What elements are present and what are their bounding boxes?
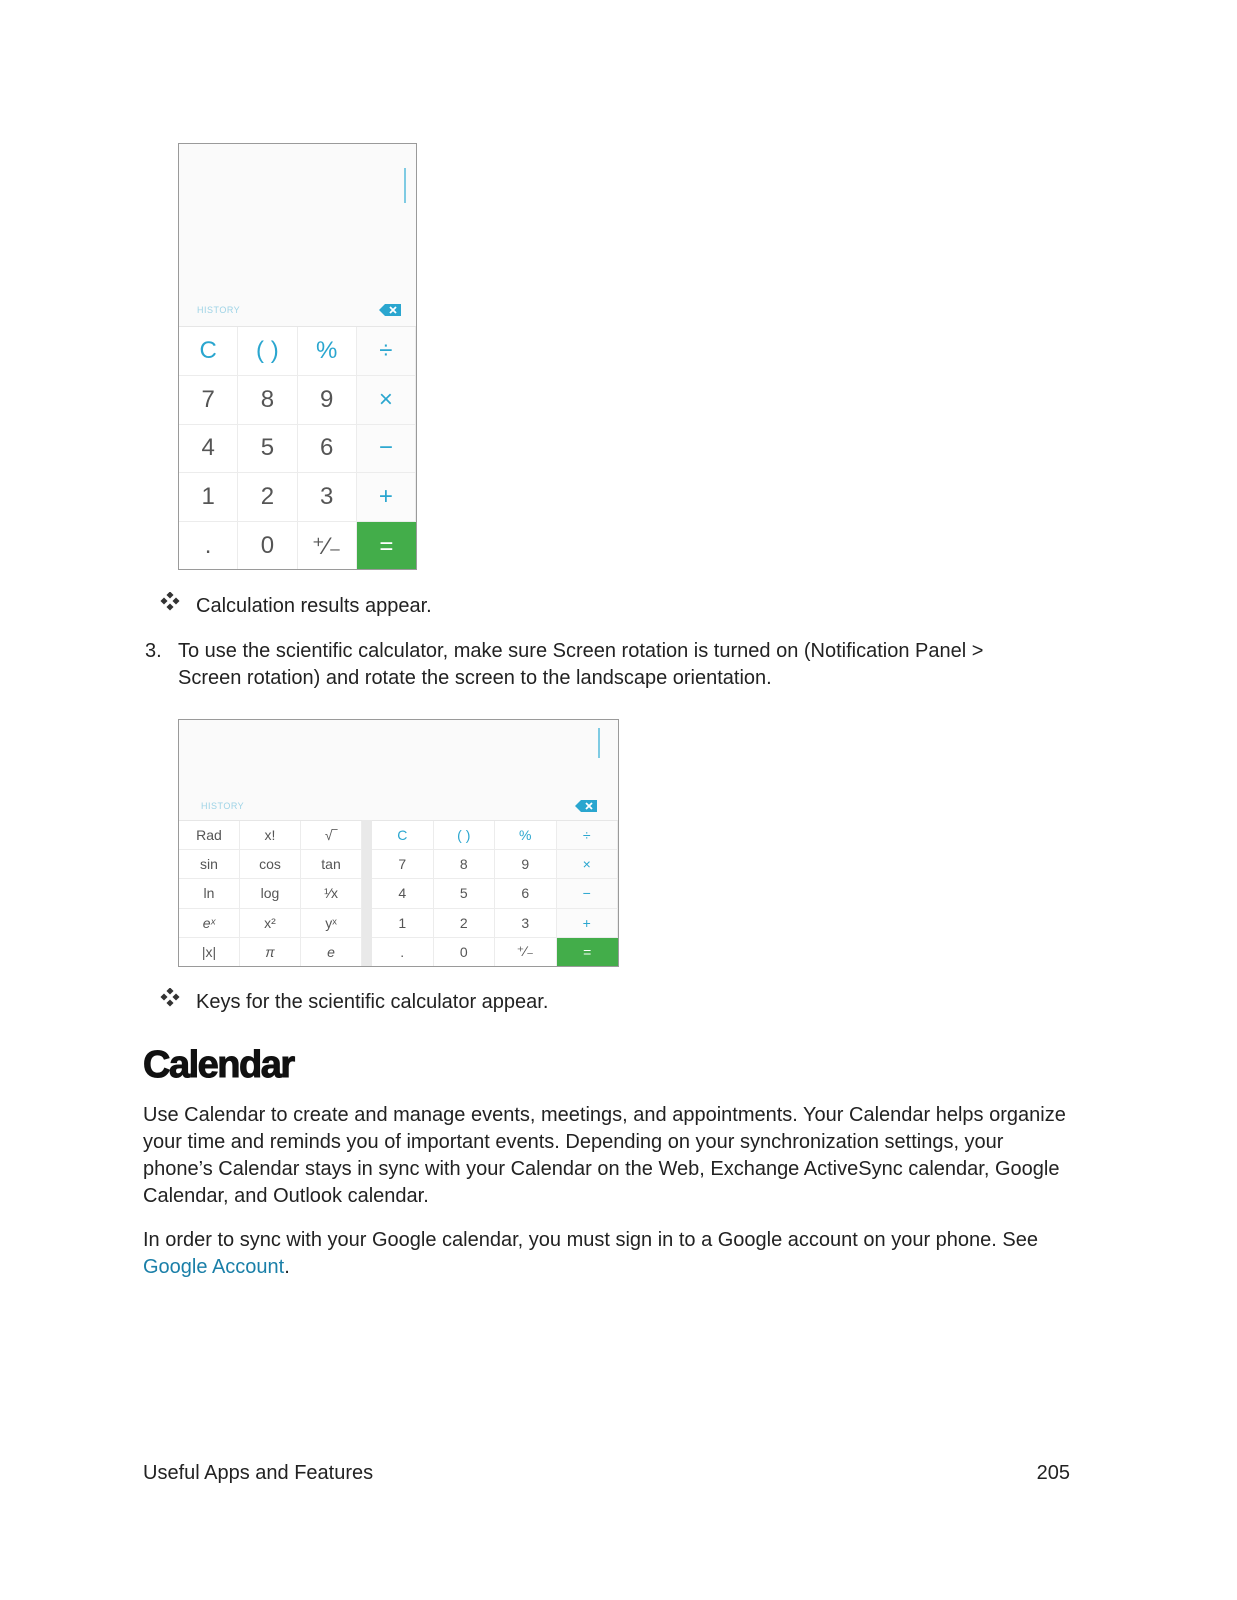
percent-key: % <box>298 327 357 376</box>
equals-key: = <box>557 938 619 967</box>
google-account-link[interactable]: Google Account <box>143 1256 285 1278</box>
digit-9-key: 9 <box>298 376 357 425</box>
e-key: e <box>301 938 362 967</box>
sqrt-key: √‾ <box>301 821 362 850</box>
digit-1-key: 1 <box>179 473 238 522</box>
log-key: log <box>240 879 301 908</box>
digit-5-key: 5 <box>238 425 297 474</box>
cos-key: cos <box>240 850 301 879</box>
numeric-keypad <box>372 820 618 967</box>
digit-7-key: 7 <box>179 376 238 425</box>
calendar-intro-paragraph: Use Calendar to create and manage events, meetings, and appointments. Your Calendar helps organize your time and reminds you of important events. Depending on your synchronization settings, your phone’s Calendar stays in sync with your Calendar on the Web, Exchange ActiveSync calendar, Google Calendar, and Outlook calendar. <box>143 1104 1066 1207</box>
ln-key: ln <box>179 879 240 908</box>
step-3-text: To use the scientific calculator, make sure Screen rotation is turned on (Notification Panel > Screen rotation) and rotate the screen to the landscape orientation. <box>178 640 984 689</box>
digit-4-key: 4 <box>179 425 238 474</box>
footer-chapter: Useful Apps and Features <box>143 1462 374 1484</box>
digit-2-key: 2 <box>434 909 496 938</box>
clear-key: C <box>179 327 238 376</box>
digit-1-key: 1 <box>372 909 434 938</box>
square-key: x² <box>240 909 301 938</box>
digit-6-key: 6 <box>298 425 357 474</box>
minus-key: − <box>557 879 619 908</box>
clear-key: C <box>372 821 434 850</box>
parentheses-key: ( ) <box>434 821 496 850</box>
digit-4-key: 4 <box>372 879 434 908</box>
plus-key: + <box>357 473 416 522</box>
backspace-icon <box>379 304 401 316</box>
bullet-text-scientific: Keys for the scientific calculator appear. <box>196 991 549 1013</box>
history-label: HISTORY <box>197 305 241 315</box>
digit-8-key: 8 <box>238 376 297 425</box>
landscape-calculator-screenshot <box>178 719 619 967</box>
sync-text: In order to sync with your Google calendar, you must sign in to a Google account on your phone. See <box>143 1229 1038 1251</box>
factorial-key: x! <box>240 821 301 850</box>
plus-minus-key: ⁺∕₋ <box>495 938 557 967</box>
digit-2-key: 2 <box>238 473 297 522</box>
scientific-keypad <box>179 820 362 967</box>
history-label: HISTORY <box>201 801 245 811</box>
decimal-key: . <box>179 522 238 570</box>
backspace-icon <box>575 800 597 812</box>
digit-8-key: 8 <box>434 850 496 879</box>
bullet-text-results: Calculation results appear. <box>196 595 432 617</box>
multiply-key: × <box>557 850 619 879</box>
divide-key: ÷ <box>357 327 416 376</box>
digit-7-key: 7 <box>372 850 434 879</box>
exp-key: eˣ <box>179 909 240 938</box>
diamond-bullet-icon <box>160 988 180 1008</box>
minus-key: − <box>357 425 416 474</box>
keypad-divider <box>362 820 372 966</box>
digit-6-key: 6 <box>495 879 557 908</box>
tan-key: tan <box>301 850 362 879</box>
abs-key: |x| <box>179 938 240 967</box>
plus-key: + <box>557 909 619 938</box>
portrait-keypad <box>179 326 416 570</box>
plus-minus-key: ⁺∕₋ <box>298 522 357 570</box>
calculator-display <box>179 144 416 326</box>
equals-key: = <box>357 522 416 570</box>
digit-3-key: 3 <box>298 473 357 522</box>
text-cursor <box>404 168 406 203</box>
digit-9-key: 9 <box>495 850 557 879</box>
section-heading: Calendar <box>143 1044 294 1086</box>
parentheses-key: ( ) <box>238 327 297 376</box>
digit-0-key: 0 <box>238 522 297 570</box>
rad-key: Rad <box>179 821 240 850</box>
sin-key: sin <box>179 850 240 879</box>
page-number: 205 <box>1036 1462 1070 1484</box>
portrait-calculator-screenshot <box>178 143 417 570</box>
reciprocal-key: ¹∕x <box>301 879 362 908</box>
divide-key: ÷ <box>557 821 619 850</box>
diamond-bullet-icon <box>160 592 180 612</box>
decimal-key: . <box>372 938 434 967</box>
power-key: yˣ <box>301 909 362 938</box>
pi-key: π <box>240 938 301 967</box>
sync-text-end: . <box>284 1256 290 1278</box>
percent-key: % <box>495 821 557 850</box>
step-number: 3. <box>145 640 162 662</box>
multiply-key: × <box>357 376 416 425</box>
digit-0-key: 0 <box>434 938 496 967</box>
digit-5-key: 5 <box>434 879 496 908</box>
digit-3-key: 3 <box>495 909 557 938</box>
text-cursor <box>598 728 600 758</box>
calendar-sync-paragraph <box>143 1227 1078 1281</box>
